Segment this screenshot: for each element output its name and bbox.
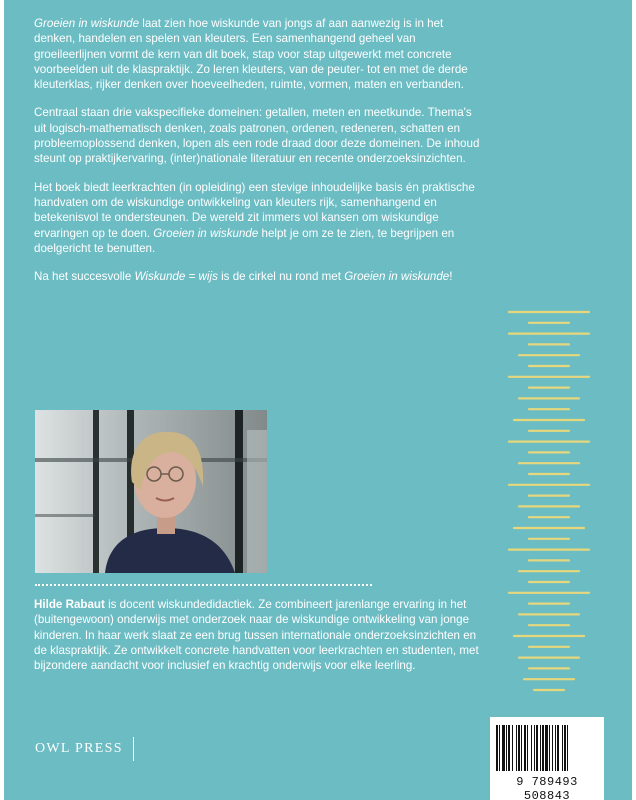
barcode-bar (502, 725, 505, 771)
author-portrait-icon (35, 410, 267, 573)
blurb-text: is de cirkel nu rond met (217, 270, 345, 284)
barcode-bar (534, 725, 535, 771)
barcode-bar (527, 725, 528, 771)
book-title: Groeien in wiskunde (34, 17, 140, 30)
author-photo (35, 410, 267, 573)
isbn-number: 9 789493 508843 (516, 775, 578, 800)
barcode-bar (542, 725, 544, 771)
blurb-paragraph-2: Centraal staan drie vakspecifieke domeinen: getallen, meten en meetkunde. Thema's uit logisch-mathematisch denken, zoals patronen, ordenen, redeneren, schatten en probleemoplossend denken, lopen als een rode draad door deze domeinen. De inhoud steunt op praktijkervaring, (inter)nationale literatuur en recente onderzoeksinzichten. (34, 106, 480, 166)
author-bio (34, 597, 482, 673)
decorative-stripes-icon (504, 300, 594, 700)
blurb-text: Het boek biedt leerkrachten (in opleiding) een stevige inhoudelijke basis én praktische handvaten om de wiskundige ontwikkeling van kleuters rijk, samenhangend en betekenisvol te ondersteunen. De wereld zit immers vol kansen om wiskundige ervaringen op te doen. (34, 180, 475, 240)
barcode-bar (564, 725, 566, 771)
blurb-text: helpt je om ze te zien, te begrijpen en doelgericht te benutten. (34, 226, 455, 255)
barcode-bar (545, 725, 548, 771)
barcode-bar (512, 725, 513, 771)
barcode-icon (490, 717, 604, 773)
barcode-bar (524, 725, 526, 771)
barcode-bar (516, 725, 517, 771)
barcode-bar (562, 725, 563, 771)
dotted-divider (35, 584, 372, 586)
blurb-paragraph-3 (34, 180, 480, 256)
barcode-bar (499, 725, 500, 771)
blurb-text: Na het succesvolle (34, 270, 135, 284)
barcode-bar (555, 725, 556, 771)
barcode-bar (508, 725, 510, 771)
barcode (490, 717, 604, 800)
book-title: Groeien in wiskunde (344, 270, 450, 284)
barcode-bar (540, 725, 541, 771)
barcode-bar (549, 725, 550, 771)
back-cover (4, 0, 632, 800)
barcode-bar (521, 725, 522, 771)
book-title: Groeien in wiskunde (153, 226, 259, 240)
blurb-text: ! (449, 270, 453, 284)
publisher-logo (35, 737, 134, 761)
barcode-bar (567, 725, 568, 771)
blurb-paragraph-1 (34, 16, 480, 92)
previous-book-title: Wiskunde = wijs (134, 270, 218, 284)
barcode-bar (518, 725, 520, 771)
logo-divider (133, 737, 134, 761)
author-name: Hilde Rabaut (34, 598, 105, 611)
barcode-bar (552, 725, 553, 771)
barcode-bar (536, 725, 538, 771)
barcode-bar (557, 725, 559, 771)
author-bio-text: is docent wiskundedidactiek. Ze combineert jarenlange ervaring in het (buitengewoon) onderwijs met onderzoek naar de wiskundige ontwikkeling van jonge kinderen. In haar werk slaat ze een brug tussen internationale onderzoeksinzichten en de klaspraktijk. Ze ontwikkelt concrete handvatten voor leerkrachten en studenten, met bijzondere aandacht voor inclusief en krachtig onderwijs voor elke leerling. (34, 598, 479, 673)
publisher-name: OWL PRESS (35, 741, 123, 756)
barcode-bar (531, 725, 532, 771)
blurb-text: laat zien hoe wiskunde van jongs af aan aanwezig is in het denken, handelen en spelen van kleuters. Een samenhangend geheel van groeileerlijnen vormt de kern van dit boek, stap voor stap uitgewerkt met concrete voorbeelden uit de klaspraktijk. Zo leren kleuters, van de peuter- tot en met de derde kleuterklas, rijker denken over hoeveelheden, ruimte, vormen, maten en verbanden. (34, 17, 468, 92)
blurb (34, 16, 480, 297)
blurb-paragraph-4 (34, 269, 480, 284)
barcode-bar (506, 725, 507, 771)
barcode-bar (496, 725, 498, 771)
